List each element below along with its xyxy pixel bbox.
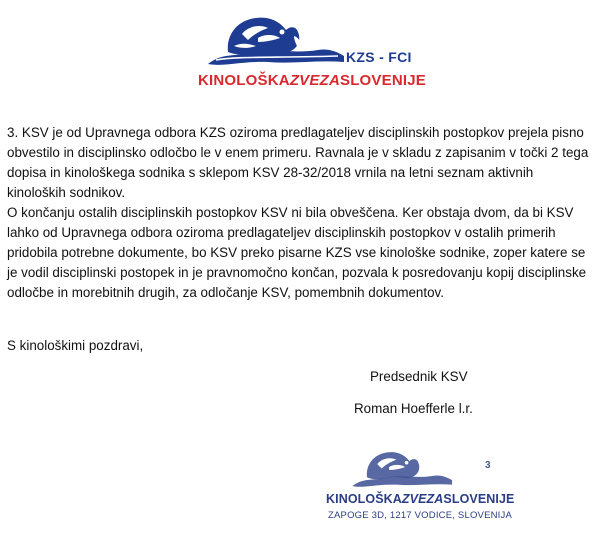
letter-body xyxy=(7,123,592,303)
body-paragraph-2: O končanju ostalih disciplinskih postopkov KSV ni bila obveščena. Ker obstaja dvom, da bi KSV lahko od Upravnega odbora oziroma predlagateljev disciplinskih postopkov v ostalih primerih pridobila potrebne dokumente, bo KSV preko pisarne KZS vse kinološke sodnike, zoper katere se je vodil disciplinski postopek in je pravnomočno končan, pozvala k posredovanju kopij disciplinske odločbe in morebitnih drugih, za odločanje KSV, pomembnih dokumentov. xyxy=(7,205,587,300)
stamp-dog-head-icon xyxy=(340,448,460,492)
stamp-organization-name xyxy=(326,492,514,506)
dog-head-logo-icon xyxy=(198,12,348,72)
organization-name-part3: SLOVENIJE xyxy=(339,72,426,89)
stamp-name-part2: ZVEZA xyxy=(401,492,444,506)
stamp-number: 3 xyxy=(485,460,491,471)
letterhead-logo xyxy=(198,12,428,100)
organization-name-part2: ZVEZA xyxy=(289,72,340,89)
signatory-name: Roman Hoefferle l.r. xyxy=(354,401,473,416)
signatory-title: Predsednik KSV xyxy=(370,369,468,384)
official-stamp xyxy=(322,448,515,528)
body-paragraph-1: 3. KSV je od Upravnega odbora KZS oziroma predlagateljev disciplinskih postopkov prejela pisno obvestilo in disciplinsko odločbo le v enem primeru. Ravnala je v skladu z zapisanim v točki 2 tega dopisa in kinološkega sodnika s sklepom KSV 28-32/2018 vrnila na letni seznam aktivnih kinoloških sodnikov. xyxy=(7,125,589,200)
organization-name xyxy=(198,72,426,89)
stamp-address: ZAPOGE 3D, 1217 VODICE, SLOVENIJA xyxy=(328,510,512,521)
closing-greeting: S kinološkimi pozdravi, xyxy=(7,338,144,353)
fci-label: KZS - FCI xyxy=(346,49,412,65)
organization-name-part1: KINOLOŠKA xyxy=(198,72,290,89)
stamp-name-part1: KINOLOŠKA xyxy=(326,492,402,506)
stamp-name-part3: SLOVENIJE xyxy=(443,492,515,506)
